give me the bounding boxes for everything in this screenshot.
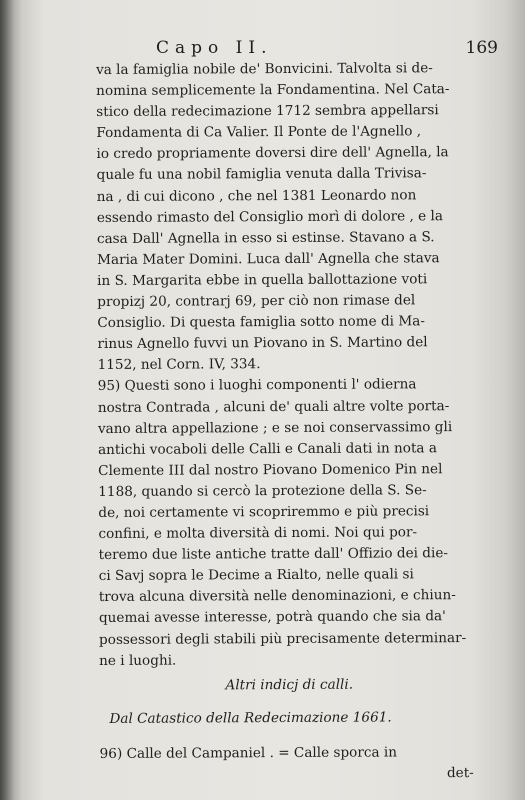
text-line: stico della redecimazione 1712 sembra appellarsi xyxy=(96,102,439,121)
text-line: vano altra appellazione ; e se noi conservassimo gli xyxy=(97,418,453,437)
text-line: casa Dall' Agnella in esso si estinse. Stavano a S. xyxy=(96,228,435,247)
text-line: nomina semplicemente la Fondamentina. Nel Cata- xyxy=(96,81,450,100)
text-line: teremo due liste antiche tratte dall' Offizio dei die- xyxy=(98,545,448,564)
text-line: ne i luoghi. xyxy=(99,652,177,669)
text-line: in S. Margarita ebbe in quella ballottazione voti xyxy=(97,271,428,289)
page-number: 169 xyxy=(465,38,498,58)
text-line: Consiglio. Di questa famiglia sotto nome di Ma- xyxy=(97,313,425,332)
text-line: io credo propriamente doversi dire dell' Agnella, la xyxy=(96,144,449,163)
text-line: Clemente III dal nostro Piovano Domenico Pin nel xyxy=(98,460,443,479)
text-line: confini, e molta diversità di nomi. Noi qui por- xyxy=(98,524,418,543)
text-line: 1152, nel Corn. IV, 334. xyxy=(97,356,261,374)
running-head: Capo II. xyxy=(156,38,273,58)
text-line: ci Savj sopra le Decime a Rialto, nelle quali si xyxy=(98,566,414,585)
section-title: Altri indicj di calli. xyxy=(225,676,354,694)
catchword: det- xyxy=(446,765,474,782)
catastico-subheading: Dal Catastico della Redecimazione 1661. xyxy=(109,709,392,727)
entry-96: 96) Calle del Campaniel . = Calle sporca in xyxy=(99,744,398,762)
text-line: va la famiglia nobile de' Bonvicini. Talvolta si de- xyxy=(96,60,433,78)
text-line: de, noi certamente vi scopriremmo e più precisi xyxy=(98,503,430,521)
text-line: possessori degli stabili più precisamente determinar- xyxy=(98,629,467,648)
text-line: Maria Mater Domini. Luca dall' Agnella che stava xyxy=(97,250,440,268)
text-line: 1188, quando si cercò la protezione della S. Se- xyxy=(98,482,427,500)
text-line: trova alcuna diversità nelle denominazioni, e chiun- xyxy=(98,587,456,606)
text-line: antichi vocaboli delle Calli e Canali dati in nota a xyxy=(97,439,437,458)
body-text xyxy=(96,58,480,786)
text-line: nostra Contrada , alcuni de' quali altre volte porta- xyxy=(97,397,450,416)
text-line: rinus Agnello fuvvi un Piovano in S. Martino del xyxy=(97,334,428,353)
text-line: na , di cui dicono , che nel 1381 Leonardo non xyxy=(96,186,417,205)
text-line: quemai avesse interesse, potrà quando che sia da' xyxy=(98,608,446,627)
text-line: essendo rimasto del Consiglio morì di dolore , e la xyxy=(96,207,443,226)
text-line: 95) Questi sono i luoghi componenti l' odierna xyxy=(97,376,417,395)
text-line: quale fu una nobil famiglia venuta dalla Trivisa- xyxy=(96,165,427,184)
text-line: propizj 20, contrarj 69, per ciò non rimase del xyxy=(97,292,416,311)
text-line: Fondamenta di Ca Valier. Il Ponte de l'Agnello , xyxy=(96,123,422,142)
